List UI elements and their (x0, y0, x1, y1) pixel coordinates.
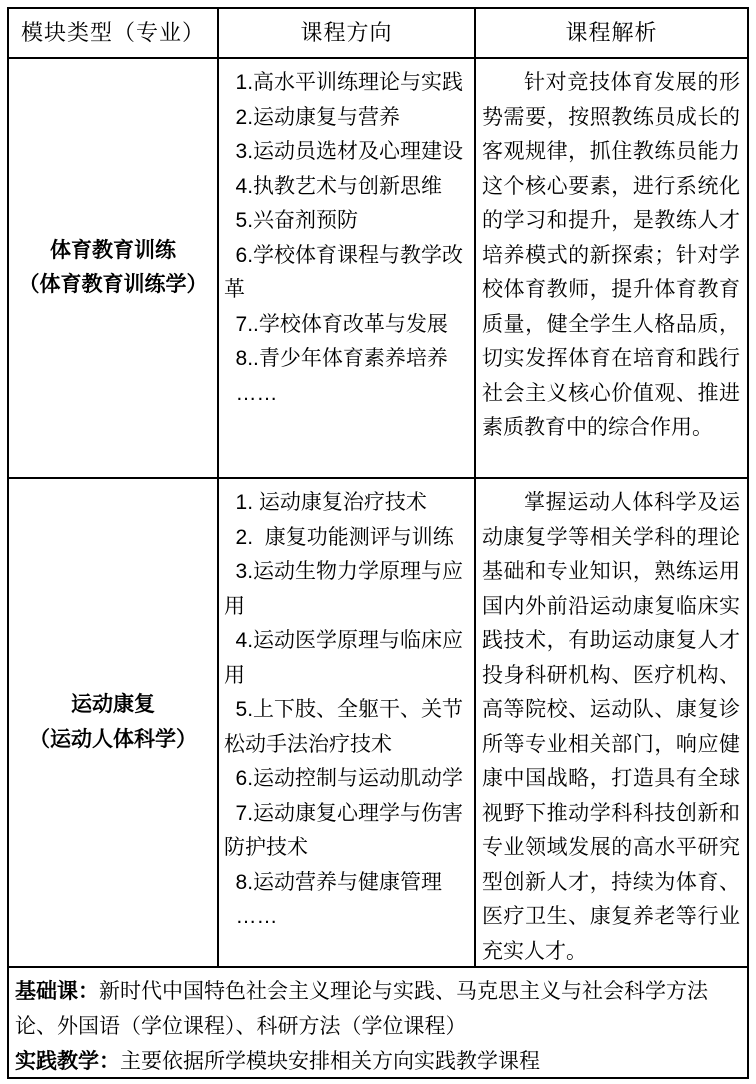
practice-teaching-label: 实践教学： (15, 1050, 120, 1073)
course-list-sports-rehabilitation (219, 479, 476, 968)
basic-courses-note (15, 974, 739, 1044)
course-item: 8..青少年体育素养培养 (235, 347, 448, 370)
course-item: 5.上下肢、全躯干、关节松动手法治疗技术 (224, 698, 464, 756)
module-title: 运动康复 (71, 693, 155, 716)
course-item: 6.学校体育课程与教学改革 (224, 243, 464, 301)
module-subtitle: （运动人体科学） (29, 727, 197, 751)
practice-teaching-note (15, 1044, 739, 1077)
course-item: 3.运动生物力学原理与应用 (224, 560, 464, 618)
header-course-analysis: 课程解析 (476, 9, 747, 59)
course-item: 6.运动控制与运动肌动学 (235, 767, 464, 790)
module-name-sports-rehabilitation (9, 479, 219, 968)
course-item: 1.高水平训练理论与实践 (235, 71, 464, 94)
analysis-sports-education (476, 59, 747, 479)
course-item: 2.运动康复与营养 (235, 105, 401, 129)
course-item: 3.运动员选材及心理建设 (235, 140, 464, 163)
course-list-sports-education (219, 59, 476, 479)
course-item: 8.运动营养与健康管理 (235, 870, 443, 894)
course-item: 5.兴奋剂预防 (235, 209, 359, 232)
analysis-paragraph: 掌握运动人体科学及运动康复学等相关学科的理论基础和专业知识，熟练运用国内外前沿运动康复临床实践技术，有助运动康复人才投身科研机构、医疗机构、高等院校、运动队、康复诊所等专业相关部门，响应健康中国战略，打造具有全球视野下推动学科科技创新和专业领域发展的高水平研究型创新人才，持续为体育、医疗卫生、康复养老等行业充实人才。 (482, 491, 740, 963)
basic-courses-text: 新时代中国特色社会主义理论与实践、马克思主义与社会科学方法论、外国语（学位课程）、科研方法（学位课程） (15, 980, 708, 1038)
practice-teaching-text: 主要依据所学模块安排相关方向实践教学课程 (120, 1050, 540, 1073)
analysis-sports-rehabilitation (476, 479, 747, 968)
course-module-table (7, 7, 749, 1079)
module-title: 体育教育训练 (50, 238, 176, 262)
table-footer-notes (9, 968, 747, 1077)
course-item: 1. 运动康复治疗技术 (235, 491, 427, 514)
module-subtitle: （体育教育训练学） (18, 273, 208, 296)
header-course-direction: 课程方向 (219, 9, 476, 59)
course-item: 7.运动康复心理学与伤害防护技术 (224, 801, 464, 859)
header-module-type: 模块类型（专业） (9, 9, 219, 59)
course-item: 7..学校体育改革与发展 (235, 312, 448, 336)
course-list-ellipsis: …… (235, 905, 278, 928)
basic-courses-label: 基础课： (15, 980, 99, 1003)
course-list-ellipsis: …… (235, 381, 278, 405)
course-item: 2. 康复功能测评与训练 (235, 525, 454, 549)
course-item: 4.执教艺术与创新思维 (235, 174, 443, 198)
course-item: 4.运动医学原理与临床应用 (224, 629, 464, 687)
analysis-paragraph: 针对竞技体育发展的形势需要，按照教练员成长的客观规律，抓住教练员能力这个核心要素，进行系统化的学习和提升，是教练人才培养模式的新探索；针对学校体育教师，提升体育教育质量，健全学生人格品质，切实发挥体育在培育和践行社会主义核心价值观、推进素质教育中的综合作用。 (482, 71, 740, 439)
module-name-sports-education (9, 59, 219, 479)
